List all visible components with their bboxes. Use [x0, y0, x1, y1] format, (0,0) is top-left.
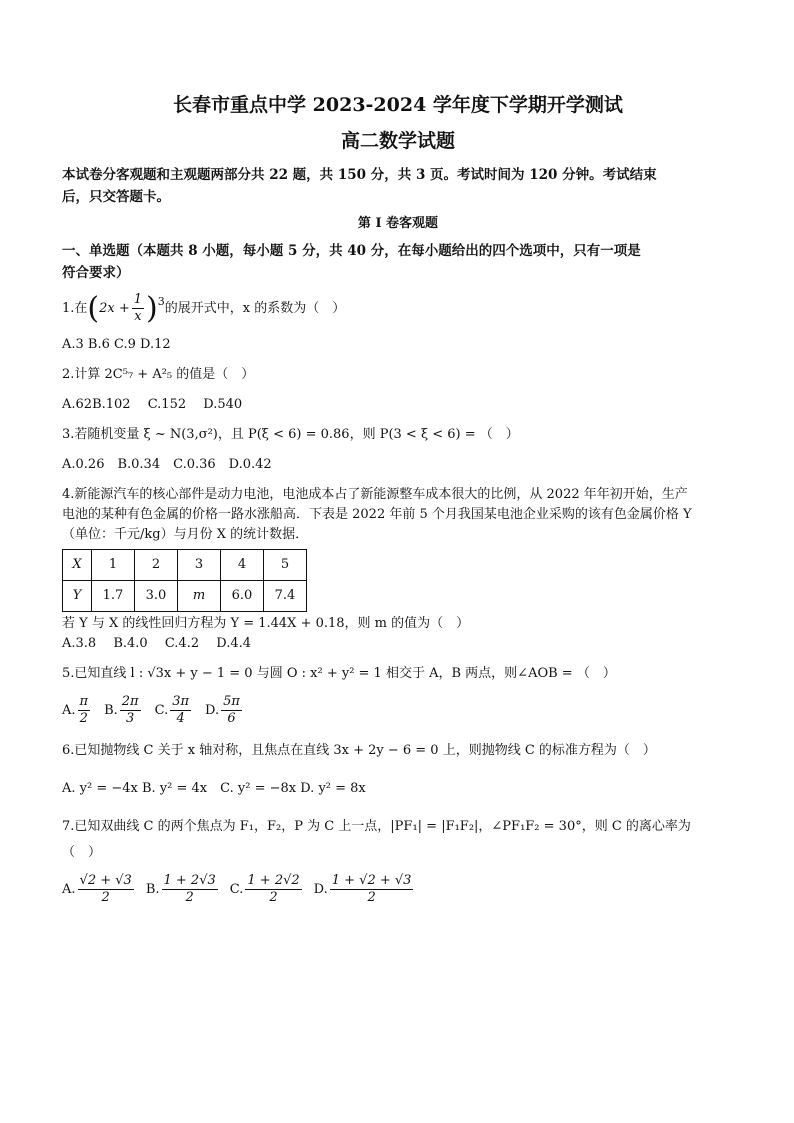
- frac-den: 2: [79, 711, 88, 726]
- option-label: C.: [229, 882, 244, 897]
- q1-frac-num: 1: [133, 292, 143, 307]
- frac-den: 6: [227, 711, 236, 726]
- option-label: B.: [104, 703, 118, 718]
- option-fraction: [120, 694, 141, 727]
- q1-inner: 2x +: [99, 300, 130, 316]
- part1-line-2: 符合要求）: [62, 265, 130, 281]
- table-cell: 5: [264, 550, 307, 581]
- frac-den: 2: [101, 890, 110, 905]
- q4-options: A.3.8 B.4.0 C.4.2 D.4.4: [62, 636, 252, 651]
- table-cell: 3.0: [135, 581, 178, 612]
- frac-num: 3π: [172, 694, 190, 709]
- option-label: D.: [313, 882, 328, 897]
- question-5: 5.已知直线 l : √3x + y − 1 = 0 与圆 O : x² + y² = 1 相交于 A，B 两点，则∠AOB = （ ）: [62, 666, 616, 681]
- frac-num: 1 + 2√3: [163, 873, 216, 888]
- frac-num: π: [79, 694, 89, 709]
- q1-options: A.3 B.6 C.9 D.12: [62, 337, 171, 352]
- question-3: 3.若随机变量 ξ ~ N(3,σ²)，且 P(ξ < 6) = 0.86，则 P(3 < ξ < 6) = （ ）: [62, 427, 519, 442]
- exam-intro: [62, 164, 734, 208]
- q1-fraction: [132, 292, 144, 325]
- q5-option: [104, 694, 143, 727]
- table-cell: 3: [178, 550, 221, 581]
- q1-suffix: 的展开式中，x 的系数为（ ）: [164, 300, 346, 316]
- table-cell: m: [178, 581, 221, 612]
- intro-line-2: 后，只交答题卡。: [62, 189, 170, 205]
- question-1: [62, 292, 734, 325]
- option-fraction: [162, 873, 218, 906]
- exam-title: 长春市重点中学 2023-2024 学年度下学期开学测试: [173, 94, 623, 116]
- table-row: [63, 581, 307, 612]
- frac-den: 2: [269, 890, 278, 905]
- q7-paren: （ ）: [62, 845, 102, 860]
- question-6: 6.已知抛物线 C 关于 x 轴对称，且焦点在直线 3x + 2y − 6 = 0 上，则抛物线 C 的标准方程为（ ）: [62, 743, 656, 758]
- option-fraction: [330, 873, 414, 906]
- q1-close-paren: ): [146, 290, 158, 326]
- table-header-cell: X: [63, 550, 92, 581]
- q2-options: A.62B.102 C.152 D.540: [62, 397, 243, 412]
- q6-options: A. y² = −4x B. y² = 4x C. y² = −8x D. y² = 8x: [62, 781, 366, 796]
- frac-num: 5π: [223, 694, 240, 709]
- frac-num: 1 + √2 + √3: [331, 873, 412, 888]
- option-label: B.: [145, 882, 160, 897]
- q7-option: [314, 873, 416, 906]
- table-cell: 4: [221, 550, 264, 581]
- table-header-cell: Y: [63, 581, 92, 612]
- frac-num: 2π: [121, 694, 139, 709]
- frac-num: 1 + 2√2: [247, 873, 300, 888]
- table-cell: 6.0: [221, 581, 264, 612]
- exam-subtitle: 高二数学试题: [340, 130, 455, 152]
- exam-page: [62, 92, 734, 906]
- part1-heading: [62, 240, 734, 284]
- table-cell: 1.7: [92, 581, 135, 612]
- q7-options: [62, 873, 734, 906]
- q7-option: [230, 873, 304, 906]
- q4-after-table: 若 Y 与 X 的线性回归方程为 Y = 1.44X + 0.18，则 m 的值为（ ）: [62, 616, 470, 631]
- section-title: 第 I 卷客观题: [357, 216, 439, 231]
- q5-option: [155, 694, 193, 727]
- q1-open-paren: (: [87, 290, 100, 326]
- q4-data-table: [62, 549, 307, 612]
- q1-exponent: 3: [157, 295, 165, 308]
- option-fraction: [221, 694, 242, 727]
- q4-line-3: （单位：千元/kg）与月份 X 的统计数据．: [62, 527, 309, 542]
- option-fraction: [245, 873, 301, 906]
- q5-option: [205, 694, 244, 727]
- option-fraction: [170, 694, 191, 727]
- q7-option: [62, 873, 136, 906]
- part1-line-1: 一、单选题（本题共 8 小题，每小题 5 分，共 40 分，在每小题给出的四个选项中，只有一项是: [62, 243, 641, 259]
- intro-line-1: 本试卷分客观题和主观题两部分共 22 题，共 150 分，共 3 页。考试时间为 120 分钟。考试结束: [62, 167, 657, 183]
- q5-options: [62, 694, 734, 727]
- option-label: C.: [154, 703, 169, 718]
- frac-den: 4: [176, 711, 185, 726]
- q4-line-2: 电池的某种有色金属的价格一路水涨船高．下表是 2022 年前 5 个月我国某电池企业采购的该有色金属价格 Y: [62, 507, 692, 522]
- table-cell: 1: [92, 550, 135, 581]
- option-fraction: [78, 873, 134, 906]
- option-label: A.: [62, 882, 76, 897]
- question-7: 7.已知双曲线 C 的两个焦点为 F₁，F₂，P 为 C 上一点，|PF₁| = |F₁F₂|，∠PF₁F₂ = 30°，则 C 的离心率为: [62, 819, 691, 834]
- frac-num: √2 + √3: [79, 873, 132, 888]
- table-cell: 2: [135, 550, 178, 581]
- question-4: [62, 485, 734, 545]
- table-row: [63, 550, 307, 581]
- q4-line-1: 4.新能源汽车的核心部件是动力电池，电池成本占了新能源整车成本很大的比例，从 2022 年年初开始，生产: [62, 487, 688, 502]
- q1-frac-den: x: [134, 309, 142, 324]
- q7-option: [146, 873, 220, 906]
- frac-den: 2: [185, 890, 194, 905]
- frac-den: 2: [367, 890, 376, 905]
- option-label: A.: [62, 703, 76, 718]
- table-cell: 7.4: [264, 581, 307, 612]
- question-2: 2.计算 2C⁵₇ + A²₅ 的值是（ ）: [62, 367, 255, 382]
- q5-option: [62, 694, 92, 727]
- q1-prefix: 1.在: [62, 300, 88, 316]
- option-label: D.: [205, 703, 220, 718]
- option-fraction: [78, 694, 91, 727]
- frac-den: 3: [126, 711, 135, 726]
- q3-options: A.0.26 B.0.34 C.0.36 D.0.42: [62, 457, 272, 472]
